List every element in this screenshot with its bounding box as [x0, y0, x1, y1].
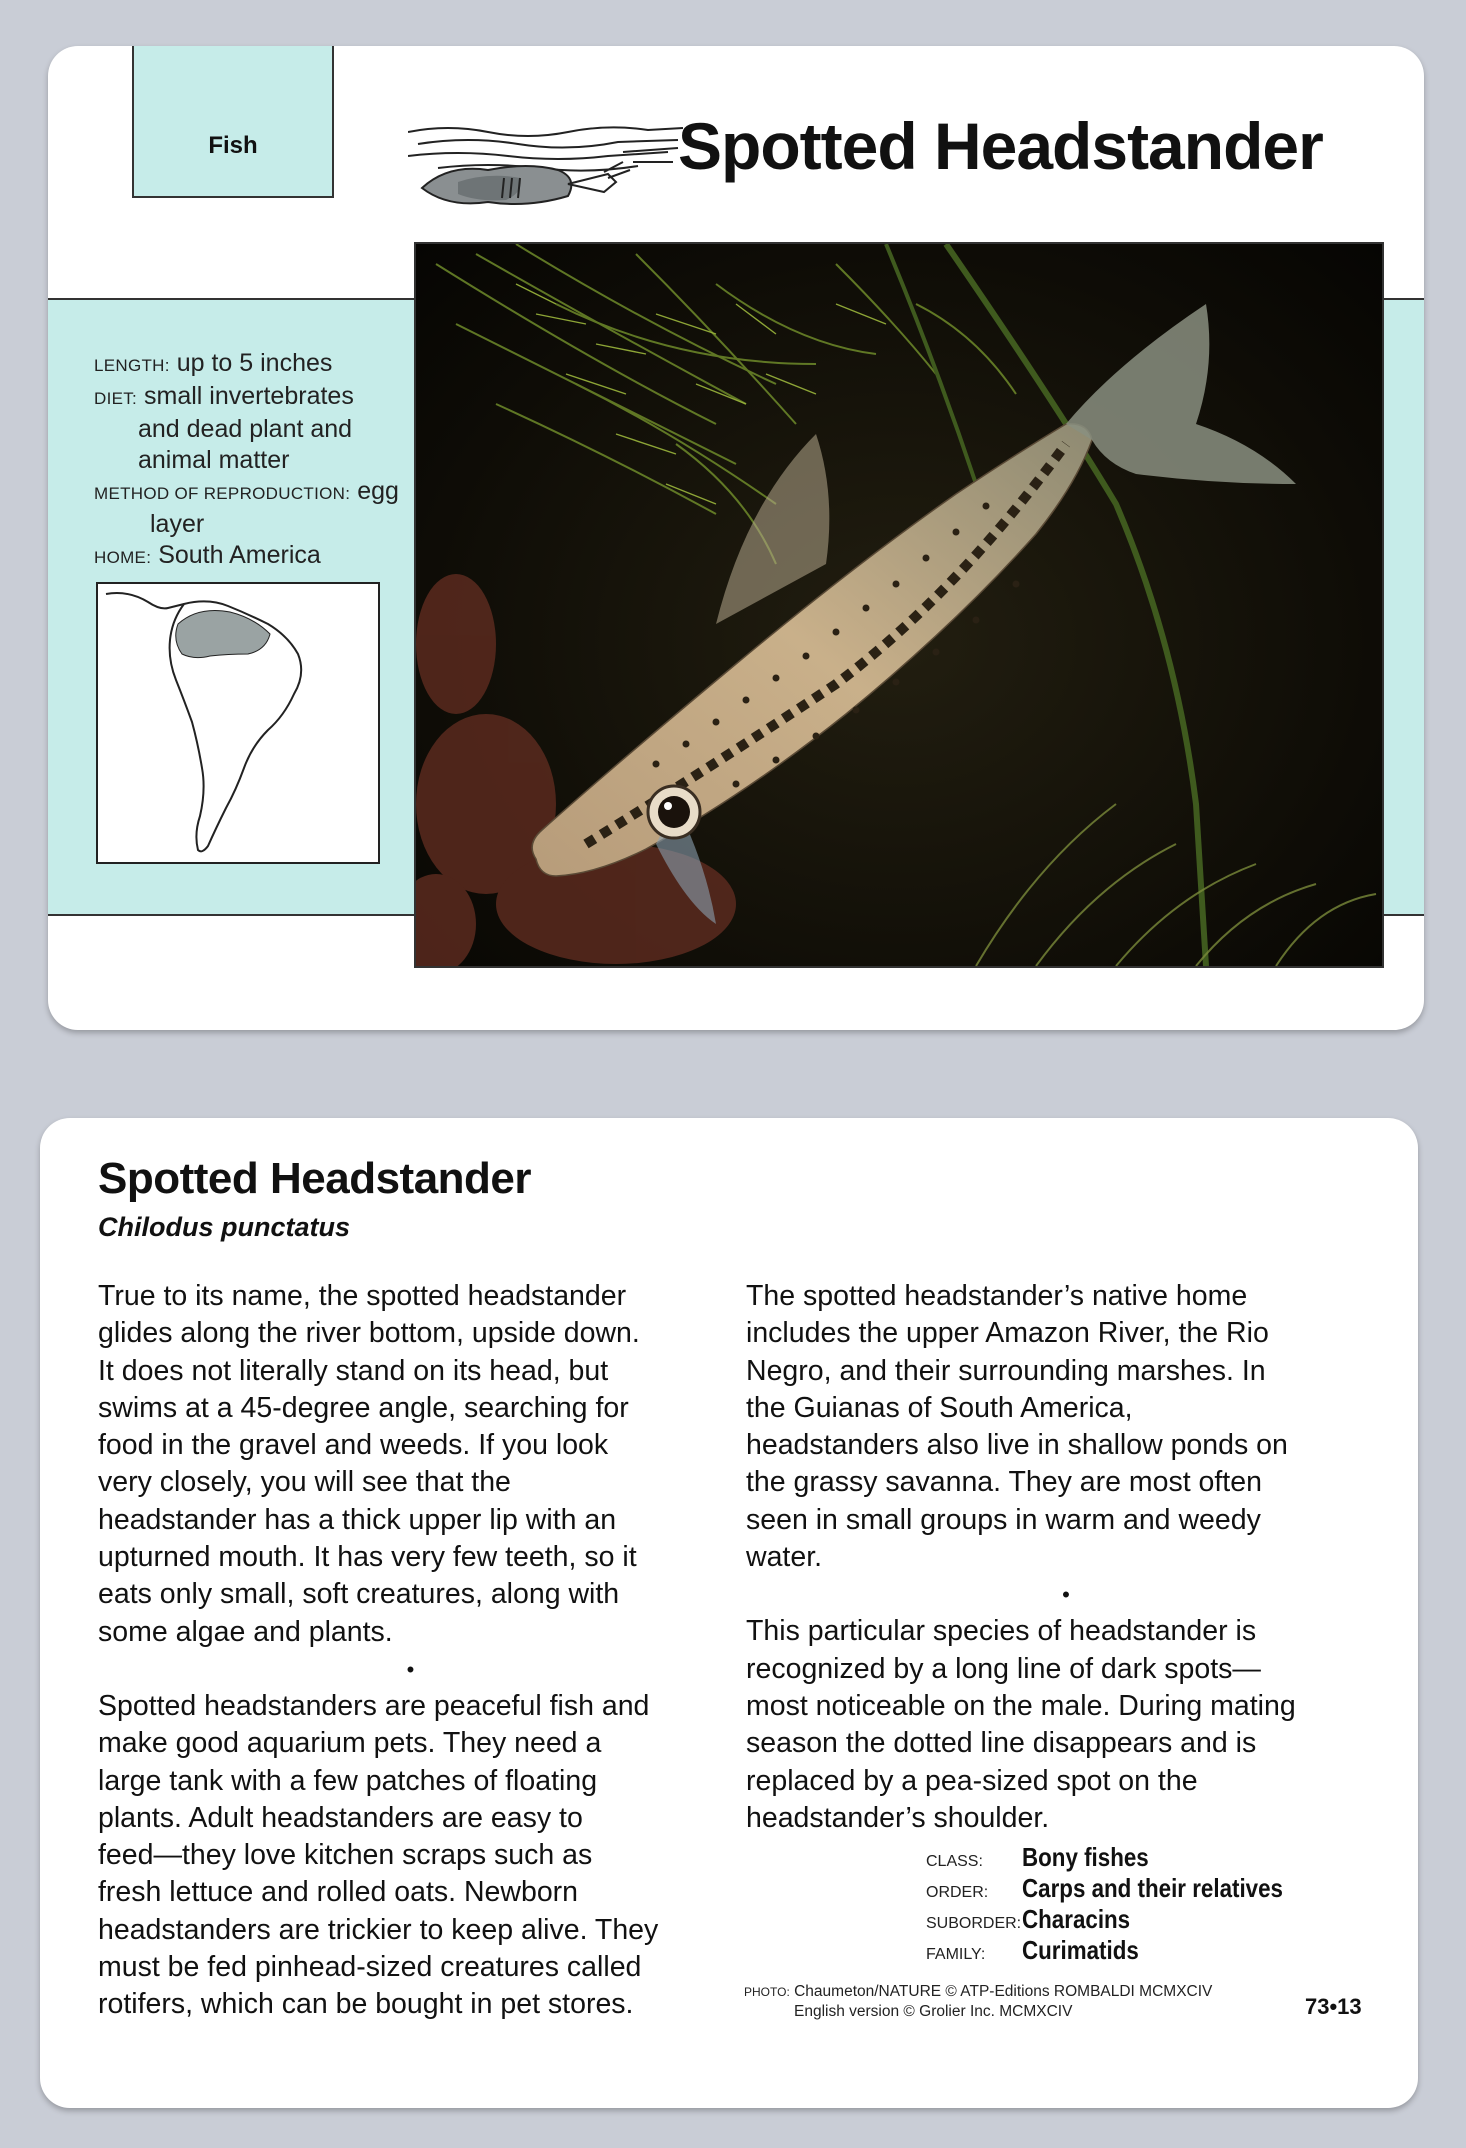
taxonomy-label: FAMILY: — [926, 1946, 986, 1963]
text-line: headstanders are trickier to keep alive. They — [98, 1913, 659, 1946]
back-card — [40, 1118, 1418, 2108]
range-map — [96, 582, 380, 864]
taxonomy-value: Carps and their relatives — [1022, 1873, 1283, 1903]
diet-value-line1: small invertebrates — [144, 382, 354, 410]
category-label: Fish — [208, 132, 258, 159]
card-number: 73•13 — [1305, 1994, 1362, 2019]
separator-bullet: • — [406, 1656, 415, 1682]
text-line: rotifers, which can be bought in pet stores. — [98, 1988, 634, 2021]
taxonomy-label: CLASS: — [926, 1853, 983, 1870]
taxonomy-row — [926, 1842, 1386, 1873]
taxonomy-table — [926, 1842, 1386, 1966]
paragraph — [98, 1688, 723, 2024]
back-title: Spotted Headstander — [98, 1154, 532, 1203]
text-line: headstanders also live in shallow ponds on — [746, 1429, 1288, 1462]
text-line: Negro, and their surrounding marshes. In — [746, 1354, 1266, 1387]
reproduction-value-line1: egg — [357, 477, 399, 505]
text-column-right — [746, 1278, 1386, 1837]
fact-home — [94, 540, 414, 573]
text-column-left — [98, 1278, 723, 2024]
text-line: very closely, you will see that the — [98, 1466, 511, 1499]
text-line: season the dotted line disappears and is — [746, 1727, 1257, 1760]
facts-panel — [94, 348, 414, 573]
home-value: South America — [158, 541, 321, 569]
reproduction-label: METHOD OF REPRODUCTION: — [94, 484, 351, 503]
home-label: HOME: — [94, 548, 152, 567]
diet-value-line2: and dead plant and — [138, 415, 353, 443]
text-line: This particular species of headstander is — [746, 1615, 1257, 1648]
text-line: The spotted headstander’s native home — [746, 1280, 1248, 1312]
text-line: the Guianas of South America, — [746, 1391, 1133, 1424]
text-line: includes the upper Amazon River, the Rio — [746, 1317, 1269, 1350]
credit-label: PHOTO: — [744, 1985, 790, 1999]
length-label: LENGTH: — [94, 356, 170, 375]
text-line: must be fed pinhead-sized creatures called — [98, 1951, 642, 1984]
text-line: True to its name, the spotted headstander — [98, 1280, 627, 1312]
taxonomy-label: ORDER: — [926, 1884, 989, 1901]
text-line: It does not literally stand on its head, but — [98, 1354, 609, 1387]
text-line: headstander has a thick upper lip with an — [98, 1503, 617, 1536]
text-line: water. — [746, 1541, 823, 1574]
fact-reproduction — [94, 476, 414, 509]
text-line: upturned mouth. It has very few teeth, so it — [98, 1541, 637, 1574]
text-line: some algae and plants. — [98, 1615, 393, 1648]
south-america-map-icon — [98, 584, 378, 862]
paragraph — [98, 1278, 723, 1651]
text-line: seen in small groups in warm and weedy — [746, 1503, 1261, 1536]
text-line: recognized by a long line of dark spots— — [746, 1652, 1261, 1685]
card-title: Spotted Headstander — [678, 109, 1323, 183]
taxonomy-row — [926, 1873, 1386, 1904]
taxonomy-value: Bony fishes — [1022, 1842, 1149, 1872]
text-line: Spotted headstanders are peaceful fish and — [98, 1689, 650, 1722]
fish-photo — [414, 242, 1384, 968]
text-line: feed—they love kitchen scraps such as — [98, 1839, 593, 1872]
taxonomy-value: Characins — [1022, 1904, 1131, 1934]
text-line: most noticeable on the male. During mating — [746, 1689, 1296, 1722]
text-line: replaced by a pea-sized spot on the — [746, 1764, 1198, 1797]
text-line: fresh lettuce and rolled oats. Newborn — [98, 1876, 579, 1909]
taxonomy-value: Curimatids — [1022, 1935, 1139, 1965]
text-line: the grassy savanna. They are most often — [746, 1466, 1262, 1499]
text-line: plants. Adult headstanders are easy to — [98, 1801, 583, 1834]
text-line: eats only small, soft creatures, along with — [98, 1578, 620, 1611]
text-line: swims at a 45-degree angle, searching for — [98, 1391, 629, 1424]
diet-label: DIET: — [94, 389, 138, 408]
paragraph — [746, 1613, 1386, 1837]
fact-diet — [94, 381, 414, 414]
photo-credit — [744, 1982, 1212, 2022]
fish-group-icon — [408, 112, 688, 216]
credit-line1: Chaumeton/NATURE © ATP-Editions ROMBALDI MCMXCIV — [794, 1983, 1213, 2000]
text-line: make good aquarium pets. They need a — [98, 1727, 602, 1760]
paragraph — [746, 1278, 1386, 1576]
text-line: food in the gravel and weeds. If you look — [98, 1429, 609, 1462]
credit-line2: English version © Grolier Inc. MCMXCIV — [794, 2003, 1073, 2020]
separator-bullet: • — [1062, 1582, 1070, 1608]
taxonomy-row — [926, 1935, 1386, 1966]
text-line: large tank with a few patches of floating — [98, 1764, 598, 1797]
taxonomy-label: SUBORDER: — [926, 1915, 1022, 1932]
scientific-name: Chilodus punctatus — [98, 1212, 350, 1242]
reproduction-value-line2: layer — [150, 510, 205, 538]
category-box — [132, 46, 334, 198]
text-line: headstander’s shoulder. — [746, 1801, 1050, 1834]
diet-value-line3: animal matter — [138, 446, 290, 474]
spotted-headstander-photo — [416, 244, 1382, 966]
front-card — [48, 46, 1424, 1030]
length-value: up to 5 inches — [176, 349, 333, 377]
taxonomy-row — [926, 1904, 1386, 1935]
text-line: glides along the river bottom, upside down. — [98, 1317, 640, 1350]
fact-length — [94, 348, 414, 381]
